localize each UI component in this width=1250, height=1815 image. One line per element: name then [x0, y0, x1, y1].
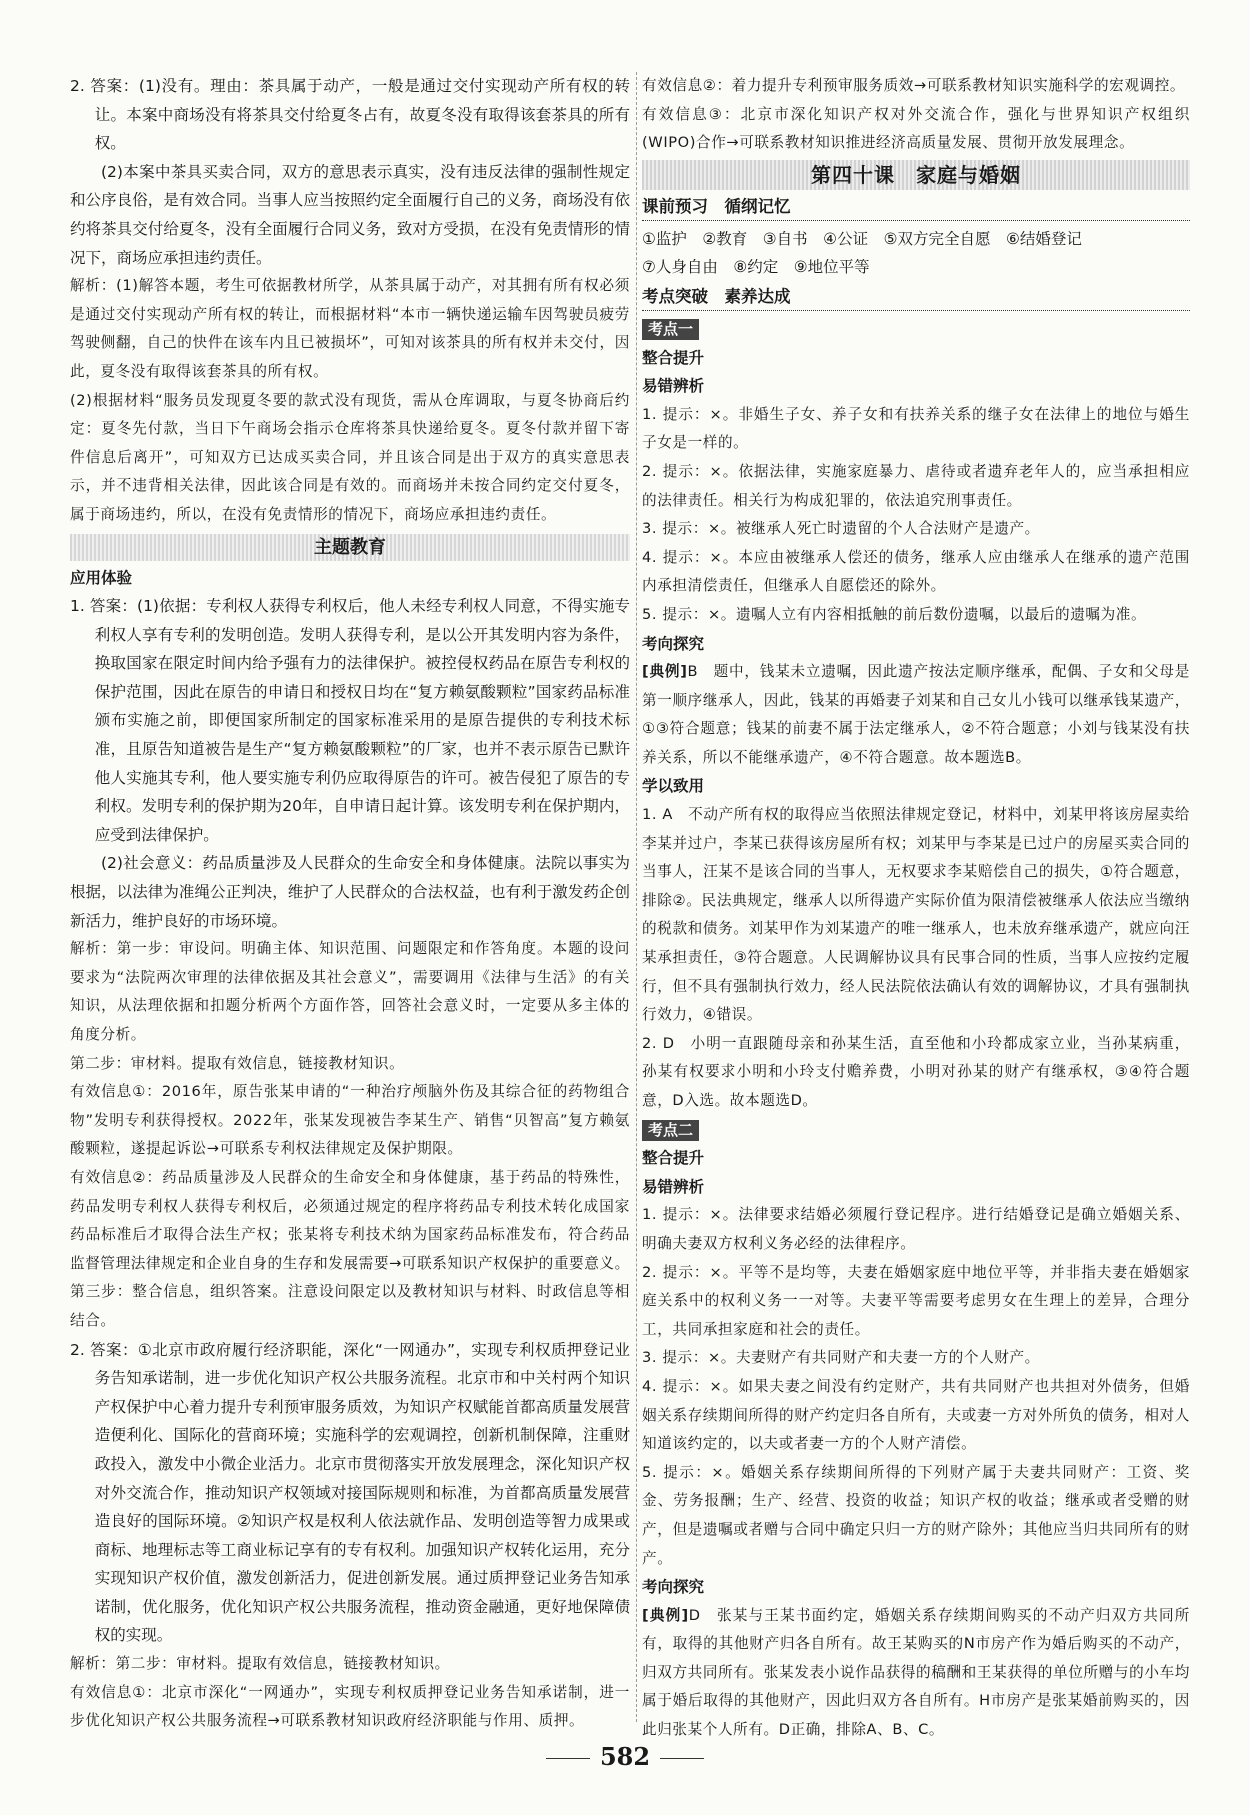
error-analysis-label-1: 易错辨析	[642, 377, 705, 396]
error-2-1: 1. 提示：×。法律要求结婚必须履行登记程序。进行结婚登记是确立婚姻关系、明确夫妻双方权利义务必经的法律程序。	[642, 1206, 1190, 1252]
preview-title: 课前预习 循纲记忆	[642, 194, 1190, 221]
a1-step3: 第三步：整合信息，组织答案。注意设问限定以及教材知识与材料、时政信息等相结合。	[70, 1283, 630, 1329]
key-points-title: 考点突破 素养达成	[642, 284, 1190, 311]
apply-2: 2. D 小明一直跟随母亲和孙某生活，直至他和小玲都成家立业，当孙某病重，孙某有权要求小明和小玲支付赡养费，小明对孙某的财产有继承权，③④符合题意，D入选。故本题选D。	[642, 1034, 1190, 1109]
error-1-1: 1. 提示：×。非婚生子女、养子女和有扶养关系的继子女在法律上的地位与婚生子女是一样的。	[642, 405, 1190, 452]
a1-info2: 有效信息②：药品质量涉及人民群众的生命安全和身体健康，基于药品的特殊性，药品发明专利权人获得专利权后，必须通过规定的程序将药品专利技术转化成国家药品标准后才取得合法生产权；张某将专利技术纳为国家药品标准发布，符合药品监督管理法律规定和企业自身的生存和发展需要→可联系知识产权保护的重要意义。	[70, 1168, 630, 1272]
error-2-2: 2. 提示：×。平等不是均等，夫妻在婚姻家庭中地位平等，并非指夫妻在婚姻家庭关系中的权利义务一一对等。夫妻平等需要考虑男女在生理上的差异，合理分工，共同承担家庭和社会的责任。	[642, 1263, 1190, 1338]
error-1-3: 3. 提示：×。被继承人死亡时遗留的个人合法财产是遗产。	[642, 520, 1040, 538]
exam-trend-title-1: 考向探究	[642, 634, 705, 653]
example-1-text: B 题中，钱某未立遗嘱，因此遗产按法定顺序继承，配偶、子女和父母是第一顺序继承人，因此，钱某的再婚妻子刘某和自己女儿小钱可以继承钱某遗产，①③符合题意；钱某的前妻不属于法定继承人，②不符合题意；小刘与钱某没有扶养关系，所以不能继承遗产，④不符合题意。故本题选B。	[642, 663, 1190, 766]
q2-answer-2: (2)本案中茶具买卖合同，双方的意思表示真实，没有违反法律的强制性规定和公序良俗，是有效合同。当事人应当按照约定全面履行自己的义务，商场没有依约将茶具交付给夏冬，没有全面履行合同义务，致对方受损，在没有免责情形的情况下，商场应承担违约责任。	[70, 162, 630, 267]
example-2	[642, 1602, 1190, 1745]
r-info2: 有效信息②：着力提升专利预审服务质效→可联系教材知识实施科学的宏观调控。	[642, 77, 1186, 94]
section-theme-education: 主题教育	[70, 534, 630, 561]
q2-answer-1: 2. 答案：(1)没有。理由：茶具属于动产，一般是通过交付实现动产所有权的转让。本案中商场没有将茶具交付给夏冬占有，故夏冬没有取得该套茶具的所有权。	[70, 77, 630, 153]
footer-dash-left	[546, 1758, 590, 1759]
a1-info1: 有效信息①：2016年，原告张某申请的“一种治疗颅脑外伤及其综合征的药物组合物”发明专利获得授权。2022年，张某发现被告李某生产、销售“贝智高”复方赖氨酸颗粒，遂提起诉讼→可联系专利权法律规定及保护期限。	[70, 1083, 630, 1158]
example-label-2: [典例]	[642, 1606, 689, 1624]
footer-dash-right	[660, 1758, 704, 1759]
key-point-2-tag: 考点二	[642, 1120, 699, 1141]
a1-step2: 第二步：审材料。提取有效信息，链接教材知识。	[70, 1054, 405, 1072]
integrate-title-2: 整合提升	[642, 1149, 705, 1168]
example-2-text: D 张某与王某书面约定，婚姻关系存续期间购买的不动产归双方共同所有，取得的其他财产归各自所有。故王某购买的N市房产作为婚后购买的不动产，归双方共同所有。张某发表小说作品获得的稿酬和王某获得的单位所赠与的小车均属于婚后取得的其他财产，因此归双方各自所有。H市房产是张某婚前购买的，因此归张某个人所有。D正确，排除A、B、C。	[642, 1606, 1190, 1739]
error-analysis-label-2: 易错辨析	[642, 1177, 705, 1196]
right-column	[642, 72, 1190, 1745]
a2-info1: 有效信息①：北京市深化“一网通办”，实现专利权质押登记业务告知承诺制，进一步优化知识产权公共服务流程→可联系教材知识政府经济职能与作用、质押。	[70, 1683, 630, 1730]
lesson-title: 第四十课 家庭与婚姻	[642, 160, 1190, 190]
page-footer	[0, 1742, 1250, 1771]
error-2-5: 5. 提示：×。婚姻关系存续期间所得的下列财产属于夫妻共同财产：工资、奖金、劳务报酬；生产、经营、投资的收益；知识产权的收益；继承或者受赠的财产，但是遗嘱或者赠与合同中确定只归一方的财产除外；其他应当归共同所有的财产。	[642, 1463, 1190, 1567]
exam-trend-title-2: 考向探究	[642, 1578, 705, 1597]
apply-1: 1. A 不动产所有权的取得应当依照法律规定登记，材料中，刘某甲将该房屋卖给李某并过户，李某已获得该房屋所有权；刘某甲与李某是已过户的房屋买卖合同的当事人，汪某不是该合同的当事人，无权要求李某赔偿自己的损失，①符合题意，排除②。民法典规定，继承人以所得遗产实际价值为限清偿被继承人依法应当缴纳的税款和债务。刘某甲作为刘某遗产的唯一继承人，也未放弃继承遗产，就应向汪某承担责任，③符合题意。人民调解协议具有民事合同的性质，当事人应按约定履行，但不具有强制执行效力，经人民法院依法确认有效的调解协议，才具有强制执行效力，④错误。	[642, 806, 1190, 1024]
page-number: 582	[599, 1742, 651, 1771]
error-1-2: 2. 提示：×。依据法律，实施家庭暴力、虐待或者遗弃老年人的，应当承担相应的法律责任。相关行为构成犯罪的，依法追究刑事责任。	[642, 462, 1190, 509]
a2-analysis: 解析：第二步：审材料。提取有效信息，链接教材知识。	[70, 1655, 450, 1673]
preview-line-2: ⑦人身自由 ⑧约定 ⑨地位平等	[642, 258, 870, 277]
example-1	[642, 658, 1190, 772]
key-point-1-tag: 考点一	[642, 319, 699, 340]
apply-experience-title: 应用体验	[70, 568, 133, 587]
integrate-title-1: 整合提升	[642, 348, 705, 367]
error-2-4: 4. 提示：×。如果夫妻之间没有约定财产，共有共同财产也共担对外债务，但婚姻关系存续期间所得的财产约定归各自所有，夫或妻一方对外所负的债务，相对人知道该约定的，以夫或者妻一方的个人财产清偿。	[642, 1377, 1190, 1453]
apply-learning-title: 学以致用	[642, 777, 705, 796]
column-divider	[636, 72, 637, 1722]
q2-analysis-1: 解析：(1)解答本题，考生可依据教材所学，从茶具属于动产，对其拥有所有权必须是通过交付实现动产所有权的转让，而根据材料“本市一辆快递运输车因驾驶员疲劳驾驶侧翻，自己的快件在该车内且已被损坏”，可知对该茶具的所有权并未交付，因此，夏冬没有取得该套茶具的所有权。	[70, 277, 630, 380]
preview-line-1: ①监护 ②教育 ③自书 ④公证 ⑤双方完全自愿 ⑥结婚登记	[642, 229, 1082, 248]
left-column	[70, 72, 630, 1736]
error-1-4: 4. 提示：×。本应由被继承人偿还的债务，继承人应由继承人在继承的遗产范围内承担清偿责任，但继承人自愿偿还的除外。	[642, 548, 1190, 595]
example-label: [典例]	[642, 663, 688, 681]
q2-analysis-2: (2)根据材料“服务员发现夏冬要的款式没有现货，需从仓库调取，与夏冬协商后约定：夏冬先付款，当日下午商场会指示仓库将茶具快递给夏冬。夏冬付款并留下寄件信息后离开”，可知双方已达成买卖合同，并且该合同是出于双方的真实意思表示，并不违背相关法律，因此该合同是有效的。而商场并未按合同约定交付夏冬，属于商场违约，所以，在没有免责情形的情况下，商场应承担违约责任。	[70, 391, 630, 523]
a1-answer-2: (2)社会意义：药品质量涉及人民群众的生命安全和身体健康。法院以事实为根据，以法律为准绳公正判决，维护了人民群众的合法权益，也有利于激发药企创新活力，维护良好的市场环境。	[70, 854, 630, 930]
a1-answer-1: 1. 答案：(1)依据：专利权人获得专利权后，他人未经专利权人同意，不得实施专利权人享有专利的发明创造。发明人获得专利，是以公开其发明内容为条件，换取国家在限定时间内给予强有力的法律保护。被控侵权药品在原告专利权的保护范围，因此在原告的申请日和授权日均在“复方赖氨酸颗粒”国家药品标准颁布实施之前，即便国家所制定的国家标准采用的是原告提供的专利技术标准，且原告知道被告是生产“复方赖氨酸颗粒”的厂家，也并不表示原告已默许他人实施其专利，他人要实施专利仍应取得原告的许可。被告侵犯了原告的专利权。发明专利的保护期为20年，自申请日起计算。该发明专利在保护期内，应受到法律保护。	[70, 597, 630, 844]
a1-analysis: 解析：第一步：审设问。明确主体、知识范围、问题限定和作答角度。本题的设问要求为“法院两次审理的法律依据及其社会意义”，需要调用《法律与生活》的有关知识，从法理依据和扣题分析两个方面作答，回答社会意义时，一定要从多主体的角度分析。	[70, 940, 630, 1043]
error-2-3: 3. 提示：×。夫妻财产有共同财产和夫妻一方的个人财产。	[642, 1349, 1040, 1367]
a2-answer: 2. 答案：①北京市政府履行经济职能，深化“一网通办”，实现专利权质押登记业务告知承诺制，进一步优化知识产权公共服务流程。北京市和中关村两个知识产权保护中心着力提升专利预审服务质效，为知识产权赋能首都高质量发展营造便利化、国际化的营商环境；实施科学的宏观调控，创新机制保障，注重财政投入，激发中小微企业活力。北京市贯彻落实开放发展理念，深化知识产权对外交流合作，推动知识产权领域对接国际规则和标准，为首都高质量发展营造良好的国际环境。②知识产权是权利人依法就作品、发明创造等智力成果或商标、地理标志等工商业标记享有的专有权利。加强知识产权转化运用，充分实现知识产权价值，激发创新活力，促进创新发展。通过质押登记业务告知承诺制，优化服务，优化知识产权公共服务流程，推动资金融通，更好地保障债权的实现。	[70, 1340, 630, 1645]
r-info3: 有效信息③：北京市深化知识产权对外交流合作，强化与世界知识产权组织(WIPO)合作→可联系教材知识推进经济高质量发展、贯彻开放发展理念。	[642, 105, 1190, 152]
error-1-5: 5. 提示：×。遗嘱人立有内容相抵触的前后数份遗嘱，以最后的遗嘱为准。	[642, 605, 1147, 623]
